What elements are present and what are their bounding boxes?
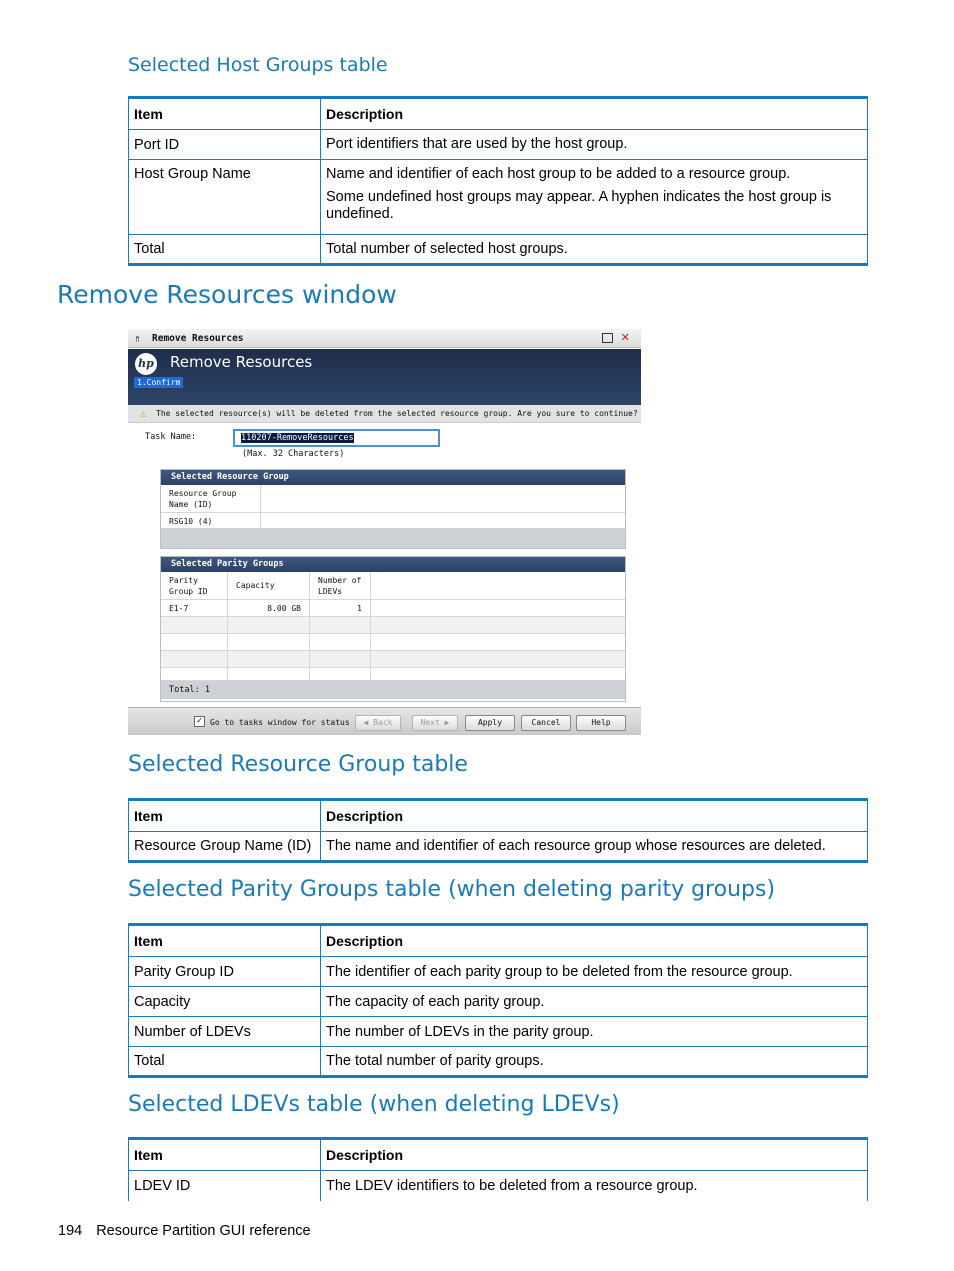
cell-item: LDEV ID xyxy=(129,1171,321,1201)
parity-total: Total: 1 xyxy=(161,681,625,699)
warning-text: The selected resource(s) will be deleted from the selected resource group. Are you sure to continue? xyxy=(156,409,638,418)
cell-item: Number of LDEVs xyxy=(129,1017,321,1047)
collapse-icon[interactable]: ⇑ xyxy=(134,332,141,345)
cell-item: Host Group Name xyxy=(129,160,321,235)
col-description: Description xyxy=(321,98,868,130)
cell-number-of-ldevs: 1 xyxy=(310,600,371,616)
step-confirm[interactable]: 1.Confirm xyxy=(134,377,183,388)
cell-item: Total xyxy=(129,1047,321,1077)
warning-icon: ⚠ xyxy=(140,407,147,420)
table-row xyxy=(161,634,625,651)
remove-resources-window xyxy=(128,329,641,735)
page-number: 194 xyxy=(58,1223,83,1239)
go-to-tasks-label: Go to tasks window for status xyxy=(210,718,350,727)
apply-button[interactable]: Apply xyxy=(465,715,515,731)
col-number-of-ldevs[interactable]: Number of LDEVs xyxy=(310,572,371,599)
col-description: Description xyxy=(321,1139,868,1171)
remove-resources-heading: Remove Resources window xyxy=(57,280,397,309)
cell-item: Total xyxy=(129,235,321,265)
table-row xyxy=(129,130,868,160)
col-parity-group-id[interactable]: Parity Group ID xyxy=(161,572,228,599)
table-row xyxy=(129,1047,868,1077)
cell-description xyxy=(321,130,868,160)
selected-parity-groups-panel xyxy=(160,556,626,702)
cell-item: Capacity xyxy=(129,987,321,1017)
parity-groups-table xyxy=(128,923,868,1078)
panel-header-row xyxy=(161,485,625,513)
cell-capacity: 8.00 GB xyxy=(228,600,310,616)
table-row xyxy=(129,1017,868,1047)
col-item: Item xyxy=(129,925,321,957)
cell-description: The capacity of each parity group. xyxy=(321,987,868,1017)
task-name-value: 110207-RemoveResources xyxy=(241,433,354,443)
table-row[interactable] xyxy=(161,513,625,529)
wizard-header xyxy=(128,349,641,405)
cell-description: The number of LDEVs in the parity group. xyxy=(321,1017,868,1047)
cell-item: Parity Group ID xyxy=(129,957,321,987)
desc-text: Port identifiers that are used by the host group. xyxy=(326,136,628,152)
ldevs-heading: Selected LDEVs table (when deleting LDEVs) xyxy=(128,1092,620,1117)
help-button[interactable]: Help xyxy=(576,715,626,731)
cell-resource-group: RSG10 (4) xyxy=(161,513,261,528)
task-name-input[interactable] xyxy=(233,429,440,447)
host-groups-table xyxy=(128,96,868,266)
cell-description: The identifier of each parity group to be deleted from the resource group. xyxy=(321,957,868,987)
panel-title: Selected Resource Group xyxy=(161,470,625,485)
panel-footer xyxy=(161,529,625,548)
col-capacity[interactable]: Capacity xyxy=(228,572,310,599)
resource-group-table xyxy=(128,798,868,863)
cell-parity-group-id: E1-7 xyxy=(161,600,228,616)
task-name-label: Task Name: xyxy=(145,432,197,442)
table-row xyxy=(129,1171,868,1201)
selected-resource-group-panel xyxy=(160,469,626,549)
table-row xyxy=(129,235,868,265)
page-footer xyxy=(58,1223,311,1239)
col-description: Description xyxy=(321,800,868,832)
cell-description: The name and identifier of each resource group whose resources are deleted. xyxy=(321,832,868,862)
cell-item: Port ID xyxy=(129,130,321,160)
cancel-button[interactable]: Cancel xyxy=(521,715,571,731)
task-name-hint: (Max. 32 Characters) xyxy=(242,449,345,459)
wizard-title: Remove Resources xyxy=(170,353,313,371)
desc-text: Some undefined host groups may appear. A hyphen indicates the host group is undefined. xyxy=(326,189,832,222)
hp-logo-icon: hp xyxy=(135,353,157,375)
go-to-tasks-checkbox[interactable]: ✓ xyxy=(194,716,205,727)
cell-description: The LDEV identifiers to be deleted from a resource group. xyxy=(321,1171,868,1201)
col-item: Item xyxy=(129,1139,321,1171)
host-groups-heading: Selected Host Groups table xyxy=(128,54,388,76)
panel-header-row xyxy=(161,572,625,600)
close-icon[interactable]: ✕ xyxy=(621,329,630,345)
parity-groups-heading: Selected Parity Groups table (when deleting parity groups) xyxy=(128,877,776,902)
window-title: Remove Resources xyxy=(152,333,244,344)
table-row[interactable] xyxy=(161,600,625,617)
ldevs-table xyxy=(128,1137,868,1201)
wizard-button-bar xyxy=(128,707,641,735)
window-title-bar xyxy=(128,329,641,348)
next-button[interactable]: Next ▶ xyxy=(412,715,458,731)
table-row xyxy=(129,957,868,987)
table-row xyxy=(161,651,625,668)
col-item: Item xyxy=(129,98,321,130)
table-row xyxy=(129,987,868,1017)
panel-title: Selected Parity Groups xyxy=(161,557,625,572)
col-description: Description xyxy=(321,925,868,957)
table-row xyxy=(161,617,625,634)
cell-description: The total number of parity groups. xyxy=(321,1047,868,1077)
cell-description xyxy=(321,235,868,265)
cell-description xyxy=(321,160,868,235)
desc-text: Name and identifier of each host group to be added to a resource group. xyxy=(326,166,791,182)
table-row xyxy=(129,832,868,862)
cell-item: Resource Group Name (ID) xyxy=(129,832,321,862)
footer-text: Resource Partition GUI reference xyxy=(96,1223,311,1239)
maximize-icon[interactable] xyxy=(602,333,613,343)
desc-text: Total number of selected host groups. xyxy=(326,240,568,257)
table-row xyxy=(161,668,625,681)
col-resource-group-name[interactable]: Resource Group Name (ID) xyxy=(161,485,261,512)
col-item: Item xyxy=(129,800,321,832)
resource-group-heading: Selected Resource Group table xyxy=(128,752,468,777)
back-button[interactable]: ◀ Back xyxy=(355,715,401,731)
table-row xyxy=(129,160,868,235)
warning-bar xyxy=(128,405,641,423)
